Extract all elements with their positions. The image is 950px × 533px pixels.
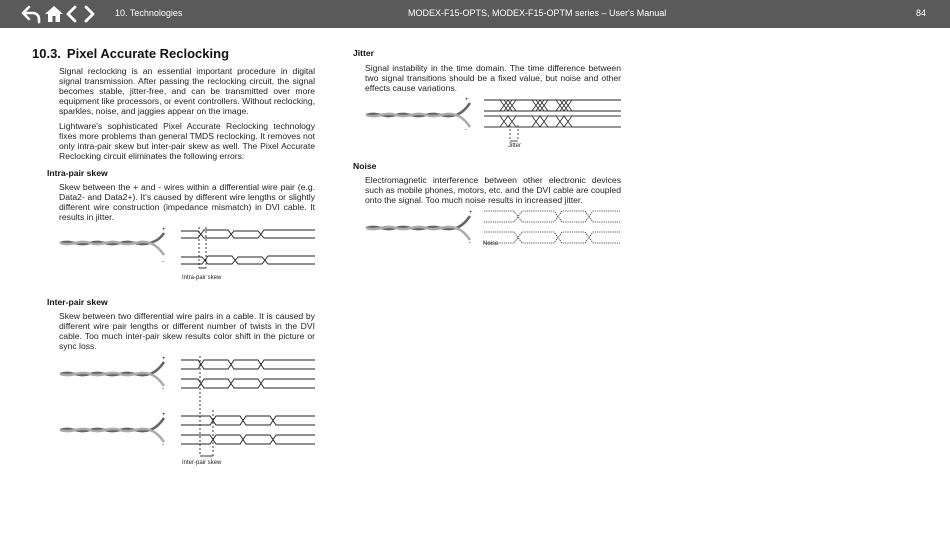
section-heading (32, 46, 229, 61)
jitter-text: Signal instability in the time domain. The time difference between two signal transitions should be a fixed value, but noise and other effects cause variations. (365, 63, 621, 94)
minus-sign: - (162, 259, 164, 265)
chapter-title: 10. Technologies (115, 8, 183, 18)
inter-pair-text: Skew between two differential wire pairs in a cable. It is caused by different wire pair lengths or different number of twists in the DVI cable. Too much inter-pair skew results color shift in the picture or sync loss. (59, 311, 315, 352)
differential-waveform (181, 227, 315, 268)
plus-sign: + (162, 412, 166, 418)
twisted-pair-cable (366, 216, 470, 240)
jitter-waveform (484, 100, 621, 141)
section-number: 10.3. (32, 46, 61, 61)
noise-heading: Noise (353, 161, 377, 171)
next-page-icon[interactable] (78, 3, 100, 25)
twisted-pair-cable-1 (60, 362, 164, 386)
twisted-pair-cable (366, 103, 470, 127)
document-title: MODEX-F15-OPTS, MODEX-F15-OPTM series – User's Manual (408, 8, 667, 18)
intra-pair-caption: Intra-pair skew (182, 275, 222, 281)
noise-caption: Noise (483, 241, 499, 247)
section-title: Pixel Accurate Reclocking (66, 46, 230, 61)
inter-pair-caption: Inter-pair skew (182, 460, 222, 466)
twisted-pair-cable (60, 233, 164, 255)
intra-pair-text: Skew between the + and - wires within a differential wire pair (e.g. Data2- and Data2+). It's caused by different wire lengths or slightly different wire construction (impedance mismatch) in DVI cable. It results in jitter. (59, 182, 315, 223)
back-arrow-icon[interactable] (20, 3, 42, 25)
intro-paragraph-2: Lightware's sophisticated Pixel Accurate Reclocking technology fixes more problems than general TMDS reclocking. It removes not only intra-pair skew but inter-pair skew as well. The Pixel Accurate Reclocking circuit eliminates the following errors: (59, 121, 315, 162)
minus-sign: - (469, 240, 471, 246)
inter-pair-skew-diagram (58, 352, 318, 462)
page-number: 84 (915, 8, 926, 18)
noise-text: Electromagnetic interference between other electronic devices such as mobile phones, motors, etc. and the DVI cable are coupled onto the signal. Too much noise results in increased jitter. (365, 175, 621, 206)
plus-sign: + (162, 356, 166, 362)
jitter-heading: Jitter (353, 48, 375, 58)
plus-sign: + (162, 227, 166, 233)
jitter-caption: Jitter (508, 143, 522, 149)
top-bar (0, 0, 950, 28)
noisy-waveform (484, 211, 621, 243)
twisted-pair-cable-2 (60, 418, 164, 442)
minus-sign: - (162, 386, 164, 392)
plus-sign: + (469, 210, 473, 216)
intra-pair-heading: Intra-pair skew (47, 168, 108, 178)
inter-pair-heading: Inter-pair skew (47, 297, 108, 307)
minus-sign: - (162, 442, 164, 448)
differential-waveform (181, 356, 315, 456)
plus-sign: + (465, 97, 469, 103)
intro-paragraph-1: Signal reclocking is an essential important procedure in digital signal transmission. After passing the reclocking circuit, the signal becomes stable, jitter-free, and can be transmitted over more equipment like processors, or event controllers. Without reclocking, sparkles, noise, and jaggies appear on the image. (59, 66, 315, 117)
minus-sign: - (465, 127, 467, 133)
jitter-diagram (364, 95, 624, 150)
